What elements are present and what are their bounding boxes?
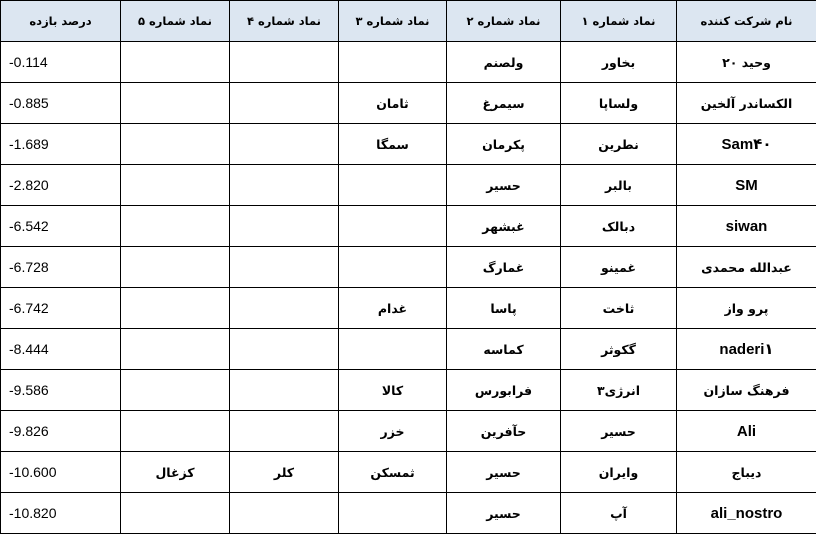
results-body: [1, 42, 816, 534]
cell-symbol-2: غبشهر: [447, 206, 561, 247]
cell-symbol-3: ثامان: [339, 83, 447, 124]
cell-symbol-1: نطرین: [561, 124, 677, 165]
cell-symbol-3: [339, 493, 447, 534]
cell-symbol-5: [121, 493, 230, 534]
header-symbol-3: نماد شماره ۳: [339, 1, 447, 42]
cell-symbol-3: [339, 206, 447, 247]
cell-symbol-3: ثمسکن: [339, 452, 447, 493]
header-symbol-4: نماد شماره ۴: [230, 1, 339, 42]
cell-symbol-2: سیمرغ: [447, 83, 561, 124]
header-row: [1, 1, 816, 42]
cell-company: naderi۱: [677, 329, 816, 370]
cell-symbol-5: کزغال: [121, 452, 230, 493]
table-row: [1, 452, 816, 493]
cell-symbol-2: حسیر: [447, 165, 561, 206]
cell-symbol-1: بخاور: [561, 42, 677, 83]
cell-company: siwan: [677, 206, 816, 247]
cell-company: پرو واز: [677, 288, 816, 329]
cell-company: الکساندر آلخین: [677, 83, 816, 124]
cell-symbol-3: کالا: [339, 370, 447, 411]
cell-symbol-3: غدام: [339, 288, 447, 329]
table-row: [1, 370, 816, 411]
table-row: [1, 493, 816, 534]
cell-company: Sam۴۰: [677, 124, 816, 165]
cell-symbol-1: حسیر: [561, 411, 677, 452]
cell-company: دیباج: [677, 452, 816, 493]
cell-symbol-5: [121, 288, 230, 329]
cell-symbol-4: کلر: [230, 452, 339, 493]
cell-symbol-2: حآفرین: [447, 411, 561, 452]
cell-return: -10.820: [1, 493, 121, 534]
header-symbol-2: نماد شماره ۲: [447, 1, 561, 42]
cell-return: -0.885: [1, 83, 121, 124]
cell-symbol-2: پکرمان: [447, 124, 561, 165]
cell-symbol-5: [121, 370, 230, 411]
cell-symbol-1: آپ: [561, 493, 677, 534]
cell-symbol-1: بالبر: [561, 165, 677, 206]
cell-symbol-1: گکوثر: [561, 329, 677, 370]
cell-symbol-2: کماسه: [447, 329, 561, 370]
table-row: [1, 42, 816, 83]
cell-return: -6.728: [1, 247, 121, 288]
cell-company: SM: [677, 165, 816, 206]
cell-symbol-2: غمارگ: [447, 247, 561, 288]
cell-symbol-2: ولصنم: [447, 42, 561, 83]
cell-symbol-3: [339, 42, 447, 83]
cell-company: وحید ۲۰: [677, 42, 816, 83]
cell-symbol-2: حسیر: [447, 452, 561, 493]
cell-return: -9.826: [1, 411, 121, 452]
cell-return: -9.586: [1, 370, 121, 411]
cell-symbol-1: ولساپا: [561, 83, 677, 124]
cell-symbol-4: [230, 329, 339, 370]
cell-return: -1.689: [1, 124, 121, 165]
cell-return: -2.820: [1, 165, 121, 206]
table-row: [1, 124, 816, 165]
table-row: [1, 83, 816, 124]
cell-company: ali_nostro: [677, 493, 816, 534]
cell-return: -10.600: [1, 452, 121, 493]
cell-symbol-1: وایران: [561, 452, 677, 493]
cell-symbol-3: سمگا: [339, 124, 447, 165]
table-row: [1, 411, 816, 452]
table-row: [1, 288, 816, 329]
cell-return: -6.542: [1, 206, 121, 247]
cell-symbol-4: [230, 288, 339, 329]
cell-symbol-5: [121, 247, 230, 288]
header-symbol-5: نماد شماره ۵: [121, 1, 230, 42]
cell-symbol-5: [121, 124, 230, 165]
cell-symbol-2: حسیر: [447, 493, 561, 534]
cell-symbol-4: [230, 370, 339, 411]
cell-return: -6.742: [1, 288, 121, 329]
cell-company: عبدالله محمدی: [677, 247, 816, 288]
table-row: [1, 247, 816, 288]
cell-symbol-5: [121, 329, 230, 370]
cell-company: فرهنگ سازان: [677, 370, 816, 411]
cell-return: -8.444: [1, 329, 121, 370]
cell-symbol-3: خزر: [339, 411, 447, 452]
cell-symbol-5: [121, 411, 230, 452]
cell-symbol-3: [339, 247, 447, 288]
cell-symbol-4: [230, 124, 339, 165]
cell-symbol-5: [121, 83, 230, 124]
cell-symbol-4: [230, 247, 339, 288]
cell-symbol-4: [230, 165, 339, 206]
cell-symbol-4: [230, 83, 339, 124]
cell-symbol-1: دبالک: [561, 206, 677, 247]
cell-symbol-4: [230, 411, 339, 452]
cell-symbol-1: غمینو: [561, 247, 677, 288]
cell-symbol-2: پاسا: [447, 288, 561, 329]
cell-symbol-1: ثاخت: [561, 288, 677, 329]
cell-company: Ali: [677, 411, 816, 452]
cell-symbol-4: [230, 206, 339, 247]
cell-symbol-5: [121, 206, 230, 247]
cell-symbol-4: [230, 493, 339, 534]
header-symbol-1: نماد شماره ۱: [561, 1, 677, 42]
table-row: [1, 206, 816, 247]
header-return: درصد بازده: [1, 1, 121, 42]
cell-return: -0.114: [1, 42, 121, 83]
header-company: نام شرکت کننده: [677, 1, 816, 42]
cell-symbol-2: فرابورس: [447, 370, 561, 411]
cell-symbol-4: [230, 42, 339, 83]
cell-symbol-5: [121, 42, 230, 83]
table-row: [1, 329, 816, 370]
cell-symbol-5: [121, 165, 230, 206]
cell-symbol-3: [339, 165, 447, 206]
cell-symbol-1: انرژی۳: [561, 370, 677, 411]
cell-symbol-3: [339, 329, 447, 370]
table-row: [1, 165, 816, 206]
